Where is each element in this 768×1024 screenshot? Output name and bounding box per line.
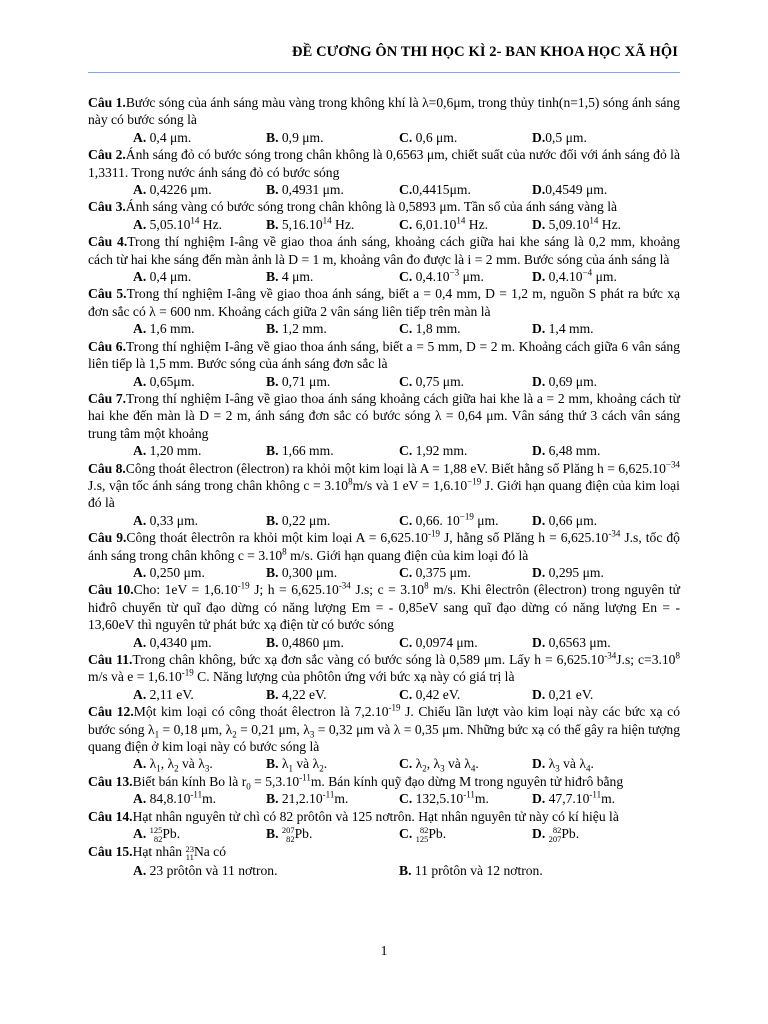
question-stem [88, 460, 680, 512]
answer-option-c: C. 0,75 μm. [399, 373, 465, 389]
answer-options [88, 320, 680, 337]
answer-option-d: D. 0,295 μm. [532, 564, 604, 580]
answer-options [88, 755, 680, 775]
answer-option-b: B. 0,4860 μm. [266, 634, 344, 650]
answer-option-b: B. $\lambda_1$ và $\lambda_2$. [266, 756, 328, 775]
question-4 [88, 233, 680, 285]
question-15 [88, 843, 680, 879]
answer-option-a: A. 23 prôtôn và 11 nơtron. [133, 862, 278, 878]
question-text: Trong thí nghiệm I-âng về giao thoa ánh sáng khoảng cách giữa hai khe là a = 2 mm, khoảng cách từ hai khe đến màn là D = 2 m, ánh sáng đơn sắc có bước sóng λ = 0,64 μm. Vân sáng thứ 3 cách vân sáng trung tâm một khoảng [88, 390, 680, 441]
answer-option-c: C. 0,42 eV. [399, 686, 461, 702]
question-label: Câu 2. [88, 147, 126, 163]
answer-options [88, 512, 680, 529]
answer-option-b: B. 1,66 mm. [266, 443, 334, 459]
question-stem [88, 703, 680, 755]
answer-option-a: A. $\lambda_1$, $\lambda_2$ và $\lambda_3$. [133, 756, 213, 775]
question-13 [88, 773, 680, 808]
question-text: Trong thí nghiệm I-âng về giao thoa ánh sáng, khoảng cách giữa hai khe sáng là 0,2 mm, khoảng cách từ hai khe sáng đến màn ảnh là D = 1 m, khoảng vân đo được là i = 2 mm. Bước sóng của ánh sáng là [88, 234, 680, 267]
answer-option-d: D. 0,6563 μm. [532, 634, 611, 650]
question-stem [88, 808, 680, 825]
answer-options [88, 442, 680, 459]
question-label: Câu 7. [88, 390, 127, 406]
question-text: Cho: $1eV = 1,6.10^{-19}$ J; $h = 6,625.10^{-34}$ J.s; $c = 3.10^8$ m/s. Khi êlectrôn (êlectron) trong nguyên tử hiđrô chuyển từ quĩ đạo dừng có năng lượng Em = - 0,85eV sang quĩ đạo dừng có năng lượng En = - 13,60eV thì nguyên tử phát bức xạ điện từ có bước sóng [88, 580, 680, 633]
question-stem [88, 94, 680, 129]
answer-option-b: B. 4,22 eV. [266, 686, 327, 702]
answer-option-d: D. 6,48 mm. [532, 443, 601, 459]
answer-option-c: C. 0,66. $10^{-19}$ μm. [399, 511, 499, 528]
page-header: ĐỀ CƯƠNG ÔN THI HỌC KÌ 2- BAN KHOA HỌC XÃ HỘI [292, 44, 678, 60]
answer-option-b: B. 0,71 μm. [266, 373, 331, 389]
question-8 [88, 460, 680, 530]
answer-option-a: A. 0,4340 μm. [133, 634, 212, 650]
question-text: Biết bán kính Bo là $r_0 = 5,3.10^{-11}m$. Bán kính quỹ đạo dừng M trong nguyên tử hiđrô bằng [132, 772, 624, 792]
answer-option-d: D. 0,69 μm. [532, 373, 598, 389]
question-label: Câu 4. [88, 234, 128, 250]
answer-option-b: B. 5,16.10$^{14}$ Hz. [266, 215, 355, 232]
answer-options [88, 790, 680, 807]
answer-option-a: A. 0,4226 μm. [133, 182, 212, 198]
question-label: Câu 8. [88, 460, 126, 476]
question-text: Hạt nhân nguyên tử chì có 82 prôtôn và 125 nơtrôn. Hạt nhân nguyên tử này có kí hiệu là [132, 808, 619, 824]
answer-option-c: C. 0,375 μm. [399, 564, 471, 580]
answer-option-a: A. 5,05.10$^{14}$ Hz. [133, 215, 223, 232]
question-text: Trong thí nghiệm I-âng về giao thoa ánh sáng, biết a = 5 mm, D = 2 m. Khoảng cách giữa 6 vân sáng liên tiếp là 1,5 mm. Bước sóng của ánh sáng đơn sắc là [88, 338, 680, 372]
question-3 [88, 198, 680, 233]
question-stem [88, 146, 680, 181]
answer-options [88, 825, 680, 843]
question-label: Câu 12. [88, 704, 134, 720]
question-label: Câu 14. [88, 808, 133, 824]
page-number: 1 [380, 943, 388, 958]
question-stem [88, 843, 680, 861]
answer-option-d: D. 0,21 eV. [532, 686, 594, 702]
answer-options [88, 686, 680, 703]
question-text: Công thoát êlectron (êlectron) ra khỏi một kim loại là A = 1,88 eV. Biết hằng số Plăng $h = 6,625.10^{-34}$ J.s, vận tốc ánh sáng trong chân không $c = 3.10^8m/s$ và 1 eV = $1,6.10^{-19}$ J. Giới hạn quang điện của kim loại đó là [88, 459, 680, 511]
answer-option-a: A. 2,11 eV. [133, 686, 194, 702]
question-stem [88, 233, 680, 268]
answer-option-a: A. 0,250 μm. [133, 564, 205, 580]
question-1 [88, 94, 680, 146]
question-stem [88, 529, 680, 564]
answer-option-d: D. $0,4.10^{-4}$ μm. [532, 267, 617, 285]
answer-option-d: D. 1,4 mm. [532, 321, 594, 337]
question-label: Câu 5. [88, 286, 127, 302]
question-text: Ánh sáng vàng có bước sóng trong chân không là 0,5893 μm. Tần số của ánh sáng vàng là [125, 199, 618, 215]
question-14 [88, 808, 680, 844]
question-7 [88, 390, 680, 460]
answer-option-b: B. 11 prôtôn và 12 nơtron. [399, 862, 543, 878]
question-5 [88, 285, 680, 337]
answer-option-d: D.0,4549 μm. [532, 182, 608, 198]
question-2 [88, 146, 680, 198]
question-text: Bước sóng của ánh sáng màu vàng trong không khí là λ=0,6μm, trong thủy tinh(n=1,5) sóng ánh sáng này có bước sóng là [88, 95, 680, 128]
answer-option-b: B. $21,2.10^{-11}m$. [266, 789, 349, 807]
answer-option-c: C. 0,0974 μm. [399, 634, 478, 650]
answer-option-d: D. 82 207 Pb. [532, 825, 580, 844]
answer-option-c: C. $132,5.10^{-11}m$. [399, 789, 489, 807]
answer-option-a: A. 0,65μm. [133, 373, 195, 389]
answer-option-c: C. 1,8 mm. [399, 321, 461, 337]
question-label: Câu 15. [88, 844, 133, 860]
answer-option-b: B. 0,4931 μm. [266, 182, 344, 198]
question-text: Công thoát êlectrôn ra khỏi một kim loại $A = 6,625.10^{-19}$ J, hằng số Plăng $h = 6,625.10^{-34}$ J.s, tốc độ ánh sáng trong chân không $c = 3.10^8$ m/s. Giới hạn quang điện của kim loại đó là [88, 528, 680, 563]
answer-option-b: B. 207 82 Pb. [266, 825, 313, 844]
question-stem [88, 338, 680, 373]
question-text: Hạt nhân 23 11 Na có [132, 843, 227, 863]
question-6 [88, 338, 680, 390]
question-12 [88, 703, 680, 773]
answer-option-b: B. 0,22 μm. [266, 512, 331, 528]
question-label: Câu 10. [88, 582, 134, 598]
answer-option-d: D. 0,66 μm. [532, 512, 598, 528]
answer-option-d: D. 5,09.10$^{14}$ Hz. [532, 215, 622, 232]
question-list [88, 94, 680, 879]
answer-option-c: C. $0,4.10^{-3}$ μm. [399, 267, 484, 285]
answer-option-b: B. 1,2 mm. [266, 321, 327, 337]
question-label: Câu 1. [88, 95, 126, 110]
question-10 [88, 581, 680, 651]
question-text: Ánh sáng đỏ có bước sóng trong chân không là 0,6563 μm, chiết suất của nước đối với ánh sáng đỏ là 1,3311. Trong nước ánh sáng đỏ có bước sóng [88, 147, 680, 180]
question-label: Câu 13. [88, 773, 133, 789]
question-label: Câu 3. [88, 199, 126, 215]
question-stem [88, 198, 680, 215]
answer-option-a: A. 1,6 mm. [133, 321, 195, 337]
answer-option-a: A. 0,4 μm. [133, 129, 192, 145]
answer-option-c: C.0,4415μm. [399, 182, 471, 198]
answer-option-a: A. 1,20 mm. [133, 443, 202, 459]
question-9 [88, 529, 680, 581]
answer-option-a: A. 0,33 μm. [133, 512, 199, 528]
question-label: Câu 9. [88, 530, 127, 546]
answer-options [88, 373, 680, 390]
answer-options [88, 634, 680, 651]
question-text: Trong chân không, bức xạ đơn sắc vàng có bước sóng là 0,589 μm. Lấy $h = 6,625.10^{-34}J.s$; $c=3.10^8$ m/s và $e = 1,6.10^{-19}$ C. Năng lượng của phôtôn ứng với bức xạ này có giá trị là [88, 650, 680, 685]
question-stem [88, 390, 680, 442]
answer-option-a: A. 0,4 μm. [133, 269, 192, 285]
question-label: Câu 11. [88, 652, 133, 667]
answer-option-d: D. $\lambda_3$ và $\lambda_4$. [532, 756, 594, 775]
answer-option-c: C. 6,01.10$^{14}$ Hz. [399, 215, 489, 232]
header-rule [88, 72, 680, 73]
question-label: Câu 6. [88, 338, 126, 354]
question-stem [88, 581, 680, 633]
answer-options [88, 216, 680, 233]
question-text: Một kim loại có công thoát êlectron là $7,2.10^{-19}$ J. Chiếu lần lượt vào kim loại này các bức xạ có bước sóng $\lambda_1 = 0,18$ μm, $\lambda_2 = 0,21$ μm, $\lambda_3 = 0,32$ μm và λ = 0,35 μm. Những bức xạ có thể gây ra hiện tượng quang điện ở kim loại này có bước sóng là [88, 702, 680, 755]
answer-option-c: C. 0,6 μm. [399, 129, 458, 145]
answer-option-a: A. 125 82 Pb. [133, 825, 181, 844]
answer-options [88, 268, 680, 285]
answer-options [88, 181, 680, 198]
answer-option-b: B. 0,300 μm. [266, 564, 338, 580]
answer-options [88, 564, 680, 581]
answer-option-a: A. $84,8.10^{-11}m$. [133, 789, 217, 807]
answer-option-b: B. 0,9 μm. [266, 129, 324, 145]
answer-option-d: D. $47,7.10^{-11}m$. [532, 789, 616, 807]
question-11 [88, 651, 680, 703]
answer-options [88, 129, 680, 146]
question-stem [88, 651, 680, 686]
question-stem [88, 773, 680, 790]
answer-option-c: C. $\lambda_2$, $\lambda_3$ và $\lambda_4$. [399, 756, 479, 775]
question-stem [88, 285, 680, 320]
answer-option-d: D.0,5 μm. [532, 129, 587, 145]
answer-options [88, 862, 680, 879]
question-text: Trong thí nghiệm I-âng về giao thoa ánh sáng, biết a = 0,4 mm, D = 1,2 m, nguồn S phát ra bức xạ đơn sắc có λ = 600 nm. Khoảng cách giữa 2 vân sáng liên tiếp trên màn là [88, 286, 680, 319]
answer-option-b: B. 4 μm. [266, 269, 314, 285]
answer-option-c: C. 82 125 Pb. [399, 825, 447, 844]
answer-option-c: C. 1,92 mm. [399, 443, 468, 459]
